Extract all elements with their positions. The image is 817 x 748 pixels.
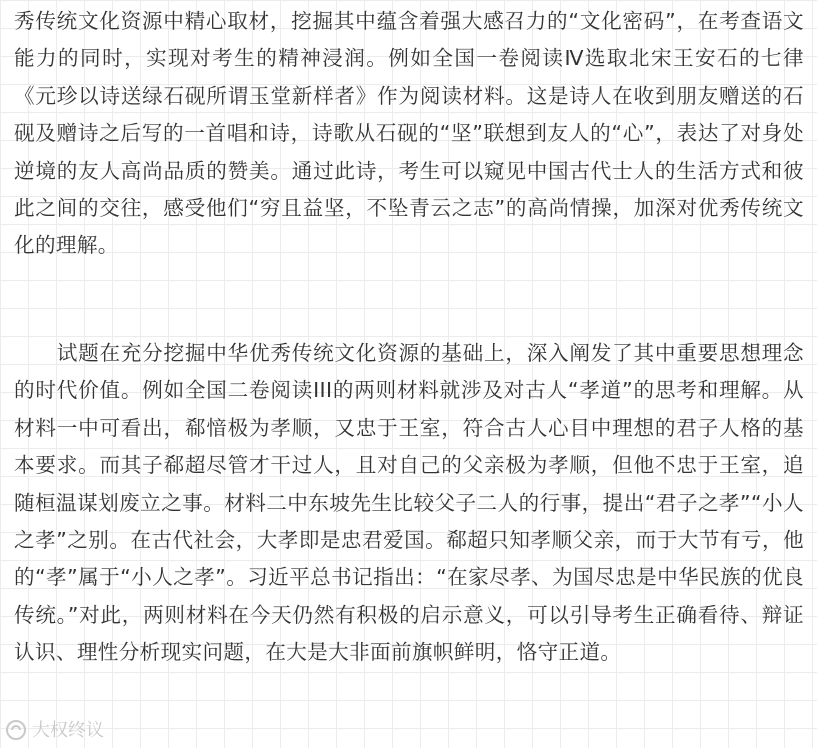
watermark-logo-icon (4, 718, 28, 742)
watermark-text: 大权终议 (32, 720, 104, 740)
paragraph-1: 秀传统文化资源中精心取材，挖掘其中蕴含着强大感召力的“文化密码”，在考查语文能力的同时，实现对考生的精神浸润。例如全国一卷阅读Ⅳ选取北宋王安石的七律《元珍以诗送绿石砚所谓玉堂新样者》作为阅读材料。这是诗人在收到朋友赠送的石砚及赠诗之后写的一首唱和诗，诗歌从石砚的“坚”联想到友人的“心”，表达了对身处逆境的友人高尚品质的赞美。通过此诗，考生可以窥见中国古代士人的生活方式和彼此之间的交往，感受他们“穷且益坚，不坠青云之志”的高尚情操，加深对优秀传统文化的理解。 (14, 9, 804, 258)
paragraph-2: 试题在充分挖掘中华优秀传统文化资源的基础上，深入阐发了其中重要思想理念的时代价值。例如全国二卷阅读III的两则材料就涉及对古人“孝道”的思考和理解。从材料一中可看出，郗愔极为孝顺，又忠于王室，符合古人心目中理想的君子人格的基本要求。而其子郗超尽管才干过人，且对自己的父亲极为孝顺，但他不忠于王室，追随桓温谋划废立之事。材料二中东坡先生比较父子二人的行事，提出“君子之孝”“小人之孝”之别。在古代社会，大孝即是忠君爱国。郗超只知孝顺父亲，而于大节有亏，他的“孝”属于“小人之孝”。习近平总书记指出：“在家尽孝、为国尽忠是中华民族的优良传统。”对此，两则材料在今天仍然有积极的启示意义，可以引导考生正确看待、辩证认识、理性分析现实问题，在大是大非面前旗帜鲜明，恪守正道。 (14, 341, 804, 665)
watermark (4, 717, 104, 743)
